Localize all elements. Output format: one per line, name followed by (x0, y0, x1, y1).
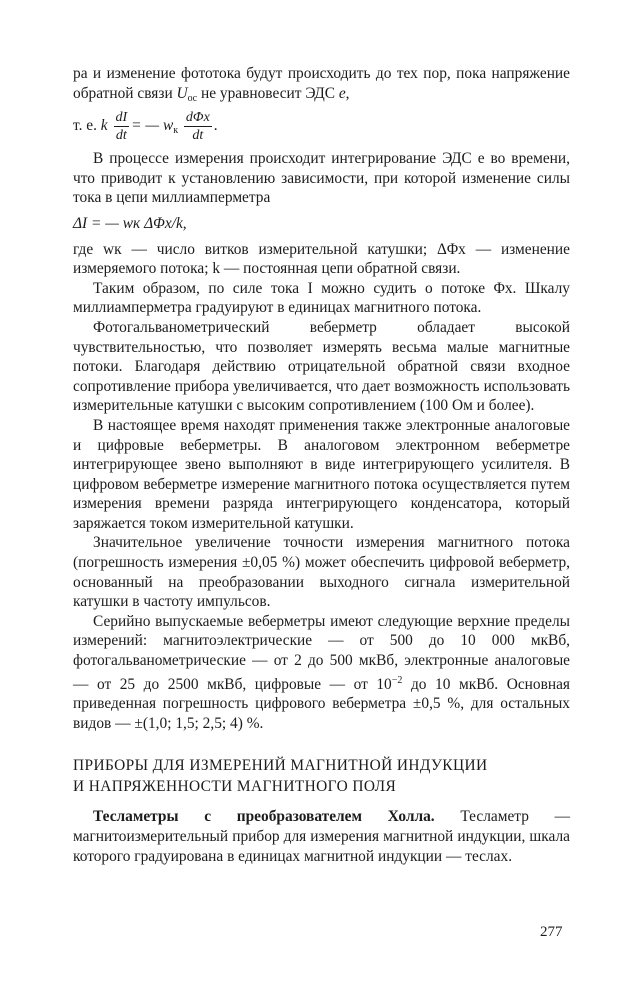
teslameter-text: Тесламетр — магнитоизмерительный прибор для измерения магнитной индукции, шкала которого градуирована в единицах магнитной индукции — теслах. (73, 808, 571, 865)
formula-prefix: т. е. (73, 117, 101, 135)
p8-text-a: Серийно выпускаемые веберметры имеют следующие верхние пределы измерений: магнитоэлектрические — от 500 до 10 000 мкВб, фотогальванометрические — от 2 до 500 мкВб, электронные аналоговые — от 25 до 2500 мкВб, цифровые — от 10 (73, 612, 570, 693)
formula-delta-i: ΔI = — wк ΔΦx/k, (73, 214, 187, 232)
section-heading (73, 755, 570, 797)
p1-text-b: не уравновесит ЭДС (197, 84, 339, 102)
paragraph-2: В процессе измерения происходит интегрирование ЭДС e во времени, что приводит к установлению зависимости, при которой изменение силы тока в цепи миллиамперметра (73, 150, 570, 207)
paragraph-7: Значительное увеличение точности измерения магнитного потока (погрешность измерения ±0,05 %) может обеспечить цифровой веберметр, основанный на преобразовании выходного сигнала измерительной катушки в частоту импульсов. (73, 534, 570, 611)
subscript-k: к (173, 125, 179, 137)
paragraph-teslameter (73, 807, 570, 866)
var-e: e (338, 84, 346, 102)
paragraph-1: ра и изменение фототока будут происходить до тех пор, пока напряжение обратной связи $U_{oc}$ не уравновесит ЭДС e, (73, 65, 570, 104)
page-body (73, 64, 570, 866)
page-number: 277 (540, 924, 563, 940)
paragraph-6: В настоящее время находят применения также электронные аналоговые и цифровые веберметры. В аналоговом электронном веберметре интегрирующее звено выполняют в виде интегрирующего усилителя. В цифровом веберметре измерение магнитного потока осуществляется путем измерения времени разряда интегрирующего конденсатора, который заряжается током измерительной катушки. (73, 416, 570, 532)
var-u: $U_{oc}$ (176, 84, 198, 104)
paragraph-8 (73, 612, 570, 734)
paragraph-5: Фотогальванометрический веберметр обладает высокой чувствительностью, что позволяет измерять весьма малые магнитные потоки. Благодаря действию отрицательной обратной связи входное сопротивление прибора увеличивается, что дает возможность использовать измерительные катушки с высоким сопротивлением (100 Ом и более). (73, 318, 570, 415)
heading-line-1: ПРИБОРЫ ДЛЯ ИЗМЕРЕНИЙ МАГНИТНОЙ ИНДУКЦИИ (73, 757, 488, 775)
paragraph-3: где wк — число витков измерительной катушки; ΔΦx — изменение измеряемого потока; k — постоянная цепи обратной связи. (73, 240, 570, 278)
teslameter-lead: Тесламетры с преобразователем Холла. (93, 808, 435, 826)
p8-text-b: до 10 мкВб. Основная приведенная погрешность цифрового веберметра ±0,5 %, для остальных видов — ±(1,0; 1,5; 2,5; 4) %. (73, 675, 571, 732)
heading-line-2: И НАПРЯЖЕННОСТИ МАГНИТНОГО ПОЛЯ (73, 778, 397, 796)
p1-text-a: ра и изменение фототока будут происходить до тех пор, пока напряжение обратной связи (73, 65, 570, 102)
fraction-di-dt: $\frac{dI}{dt}$ (115, 110, 128, 144)
p8-superscript: −2 (391, 674, 403, 686)
formula-derivative: т. е. k $\frac{dI}{dt}$ = — $w_к$ $\frac{\text{dΦx}}{dt}$ . (73, 110, 218, 144)
formula-equals: = — w (131, 117, 174, 135)
fraction-dphi-dt: $\frac{\text{dΦx}}{dt}$ (185, 110, 210, 144)
paragraph-4: Таким образом, по силе тока I можно судить о потоке Φx. Шкалу миллиамперметра градуируют в единицах магнитного потока. (73, 279, 570, 317)
var-k: k (100, 117, 108, 135)
